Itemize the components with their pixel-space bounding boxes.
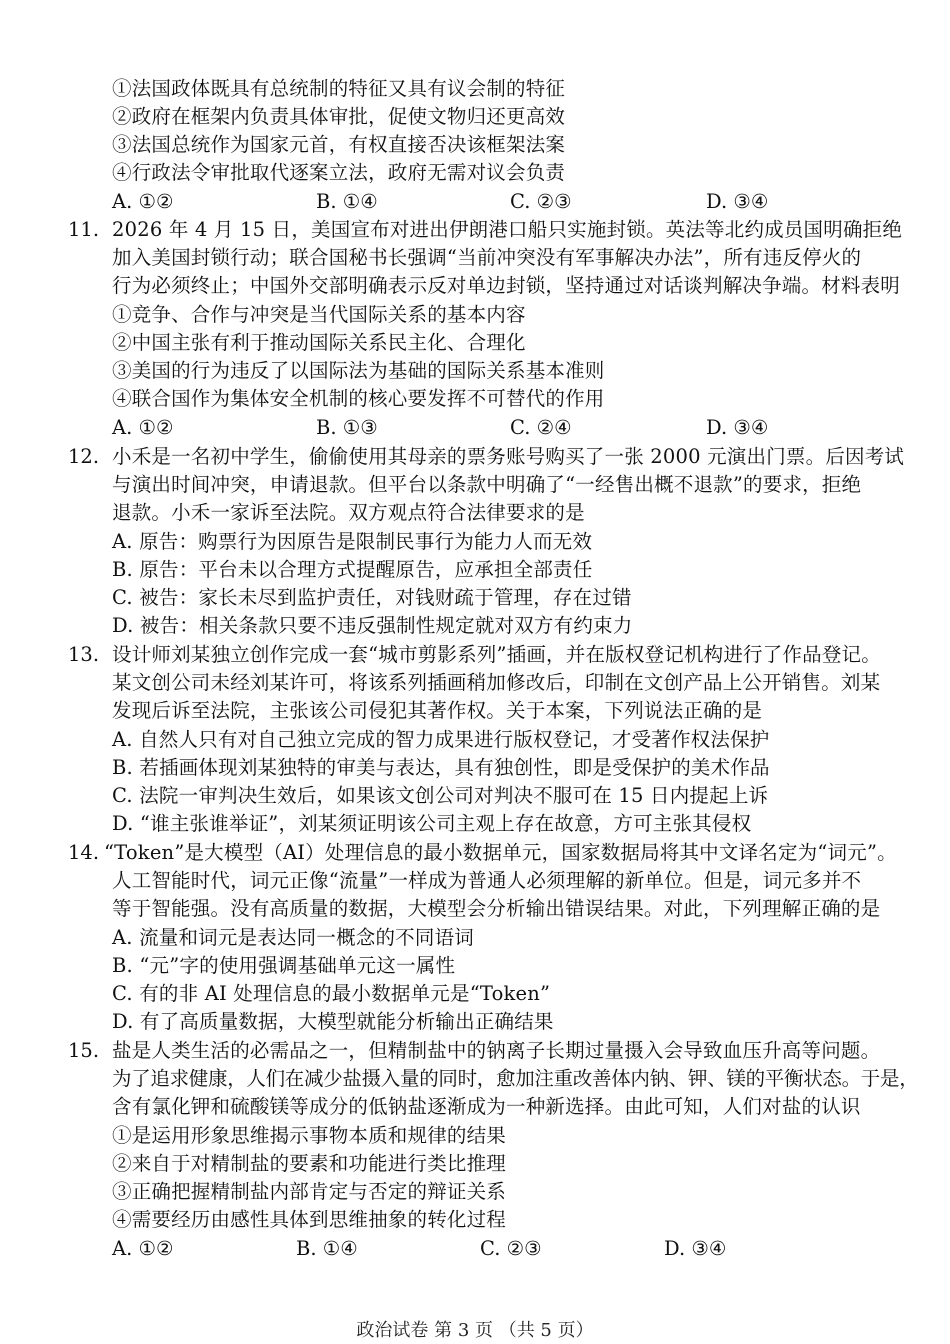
question-number: 11.: [68, 218, 100, 241]
question-stem-line: 设计师刘某独立创作完成一套“城市剪影系列”插画，并在版权登记机构进行了作品登记。: [112, 643, 881, 666]
choice-a: A. 自然人只有对自己独立完成的智力成果进行版权登记，才受著作权法保护: [112, 728, 770, 751]
question-stem-line: 等于智能强。没有高质量的数据，大模型会分析输出错误结果。对此，下列理解正确的是: [112, 897, 881, 920]
question-number: 13.: [68, 643, 100, 666]
choice-c: C. 被告：家长未尽到监护责任，对钱财疏于管理，存在过错: [112, 586, 632, 609]
question-stem-line: 行为必须终止；中国外交部明确表示反对单边封锁，坚持通过对话谈判解决争端。材料表明: [112, 274, 901, 297]
option-b: B. ①④: [296, 1237, 358, 1260]
question-number: 15.: [68, 1039, 100, 1062]
choice-d: D. “谁主张谁举证”，刘某须证明该公司主观上存在故意，方可主张其侵权: [112, 812, 752, 835]
option-a: A. ①②: [112, 416, 174, 439]
choice-d: D. 被告：相关条款只要不违反强制性规定就对双方有约束力: [112, 614, 633, 637]
question-stem-line: 人工智能时代，词元正像“流量”一样成为普通人必须理解的新单位。但是，词元多并不: [112, 869, 862, 892]
statement-3: ③法国总统作为国家元首，有权直接否决该框架法案: [112, 133, 566, 156]
option-c: C. ②③: [480, 1237, 542, 1260]
question-number: 12.: [68, 445, 100, 468]
choice-d: D. 有了高质量数据，大模型就能分析输出正确结果: [112, 1010, 554, 1033]
choice-a: A. 原告：购票行为因原告是限制民事行为能力人而无效: [112, 530, 593, 553]
statement-4: ④联合国作为集体安全机制的核心要发挥不可替代的作用: [112, 387, 605, 410]
statement-3: ③美国的行为违反了以国际法为基础的国际关系基本准则: [112, 359, 605, 382]
choice-b: B. 原告：平台未以合理方式提醒原告，应承担全部责任: [112, 558, 593, 581]
question-stem-line: 2026 年 4 月 15 日，美国宣布对进出伊朗港口船只实施封锁。英法等北约成员国明确拒绝: [112, 218, 903, 241]
choice-a: A. 流量和词元是表达同一概念的不同语词: [112, 926, 474, 949]
question-stem-line: 含有氯化钾和硫酸镁等成分的低钠盐逐渐成为一种新选择。由此可知，人们对盐的认识: [112, 1095, 861, 1118]
option-b: B. ①④: [316, 190, 378, 213]
question-stem-line: 小禾是一名初中学生，偷偷使用其母亲的票务账号购买了一张 2000 元演出门票。后因考试: [112, 445, 905, 468]
statement-1: ①是运用形象思维揭示事物本质和规律的结果: [112, 1124, 507, 1147]
statement-4: ④需要经历由感性具体到思维抽象的转化过程: [112, 1208, 507, 1231]
question-stem-line: “Token”是大模型（AI）处理信息的最小数据单元，国家数据局将其中文译名定为“词元”。: [104, 841, 897, 864]
question-stem-line: 与演出时间冲突，申请退款。但平台以条款中明确了“一经售出概不退款”的要求，拒绝: [112, 473, 862, 496]
statement-2: ②中国主张有利于推动国际关系民主化、合理化: [112, 331, 526, 354]
statement-1: ①法国政体既具有总统制的特征又具有议会制的特征: [112, 77, 566, 100]
question-stem-line: 加入美国封锁行动；联合国秘书长强调“当前冲突没有军事解决办法”，所有违反停火的: [112, 246, 862, 269]
question-stem-line: 盐是人类生活的必需品之一，但精制盐中的钠离子长期过量摄入会导致血压升高等问题。: [112, 1039, 881, 1062]
statement-2: ②来自于对精制盐的要素和功能进行类比推理: [112, 1152, 507, 1175]
option-d: D. ③④: [706, 416, 769, 439]
option-c: C. ②③: [510, 190, 572, 213]
option-d: D. ③④: [706, 190, 769, 213]
option-c: C. ②④: [510, 416, 572, 439]
page-footer: 政治试卷 第 3 页 （共 5 页）: [356, 1320, 594, 1341]
question-stem-line: 为了追求健康，人们在减少盐摄入量的同时，愈加注重改善体内钠、钾、镁的平衡状态。于是，: [112, 1067, 919, 1090]
statement-4: ④行政法令审批取代逐案立法，政府无需对议会负责: [112, 161, 566, 184]
choice-c: C. 法院一审判决生效后，如果该文创公司对判决不服可在 15 日内提起上诉: [112, 784, 769, 807]
statement-1: ①竞争、合作与冲突是当代国际关系的基本内容: [112, 303, 526, 326]
choice-b: B. “元”字的使用强调基础单元这一属性: [112, 954, 456, 977]
option-d: D. ③④: [664, 1237, 727, 1260]
option-a: A. ①②: [112, 1237, 174, 1260]
question-stem-line: 发现后诉至法院，主张该公司侵犯其著作权。关于本案，下列说法正确的是: [112, 699, 763, 722]
option-b: B. ①③: [316, 416, 378, 439]
question-stem-line: 某文创公司未经刘某许可，将该系列插画稍加修改后，印制在文创产品上公开销售。刘某: [112, 671, 881, 694]
statement-3: ③正确把握精制盐内部肯定与否定的辩证关系: [112, 1180, 507, 1203]
question-number: 14.: [68, 841, 100, 864]
choice-b: B. 若插画体现刘某独特的审美与表达，具有独创性，即是受保护的美术作品: [112, 756, 770, 779]
choice-c: C. 有的非 AI 处理信息的最小数据单元是“Token”: [112, 982, 551, 1005]
question-stem-line: 退款。小禾一家诉至法院。双方观点符合法律要求的是: [112, 501, 585, 524]
statement-2: ②政府在框架内负责具体审批，促使文物归还更高效: [112, 105, 566, 128]
option-a: A. ①②: [112, 190, 174, 213]
